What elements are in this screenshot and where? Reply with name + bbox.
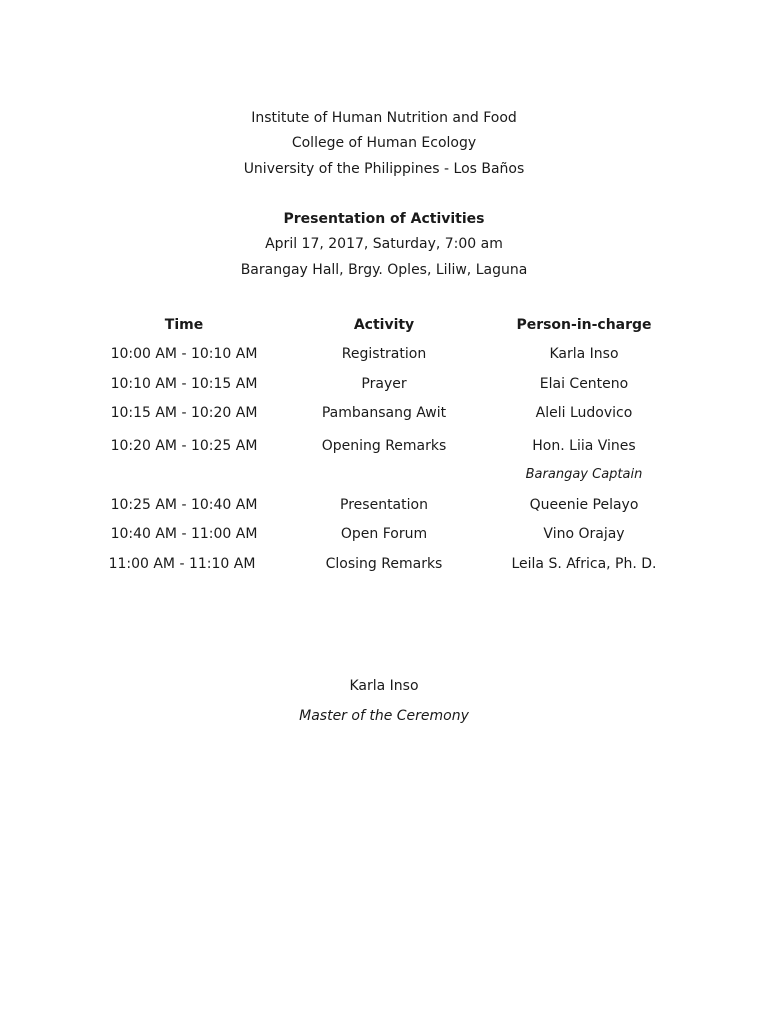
row-person-title: Barangay Captain [525, 467, 643, 482]
row-activity: Registration [341, 346, 427, 362]
event-venue: Barangay Hall, Brgy. Oples, Liliw, Laguna [240, 262, 528, 278]
university-name: University of the Philippines - Los Baños [243, 161, 525, 177]
row-person: Aleli Ludovico [535, 405, 633, 421]
row-activity: Prayer [361, 376, 407, 392]
signatory-name: Karla Inso [349, 678, 419, 694]
row-activity: Presentation [340, 497, 428, 513]
row-activity: Pambansang Awit [321, 405, 447, 421]
event-title: Presentation of Activities [283, 211, 485, 227]
row-time: 10:00 AM - 10:10 AM [110, 346, 258, 362]
row-person: Queenie Pelayo [529, 497, 639, 513]
row-activity: Opening Remarks [321, 438, 447, 454]
header-person: Person-in-charge [516, 317, 652, 333]
row-person: Vino Orajay [543, 526, 625, 542]
college-name: College of Human Ecology [291, 135, 477, 151]
event-date: April 17, 2017, Saturday, 7:00 am [265, 236, 503, 252]
row-time: 10:20 AM - 10:25 AM [110, 438, 258, 454]
row-activity: Closing Remarks [325, 556, 443, 572]
row-time: 11:00 AM - 11:10 AM [108, 556, 256, 572]
row-person: Leila S. Africa, Ph. D. [511, 556, 657, 572]
row-person: Karla Inso [549, 346, 619, 362]
row-time: 10:25 AM - 10:40 AM [110, 497, 258, 513]
row-time: 10:15 AM - 10:20 AM [110, 405, 258, 421]
row-person: Hon. Liia Vines [532, 438, 636, 454]
row-activity: Open Forum [340, 526, 428, 542]
header-time: Time [164, 317, 204, 333]
row-time: 10:10 AM - 10:15 AM [110, 376, 258, 392]
header-activity: Activity [353, 317, 415, 333]
signatory-role: Master of the Ceremony [299, 708, 469, 724]
institute-name: Institute of Human Nutrition and Food [251, 110, 517, 126]
row-time: 10:40 AM - 11:00 AM [110, 526, 258, 542]
row-person: Elai Centeno [539, 376, 629, 392]
